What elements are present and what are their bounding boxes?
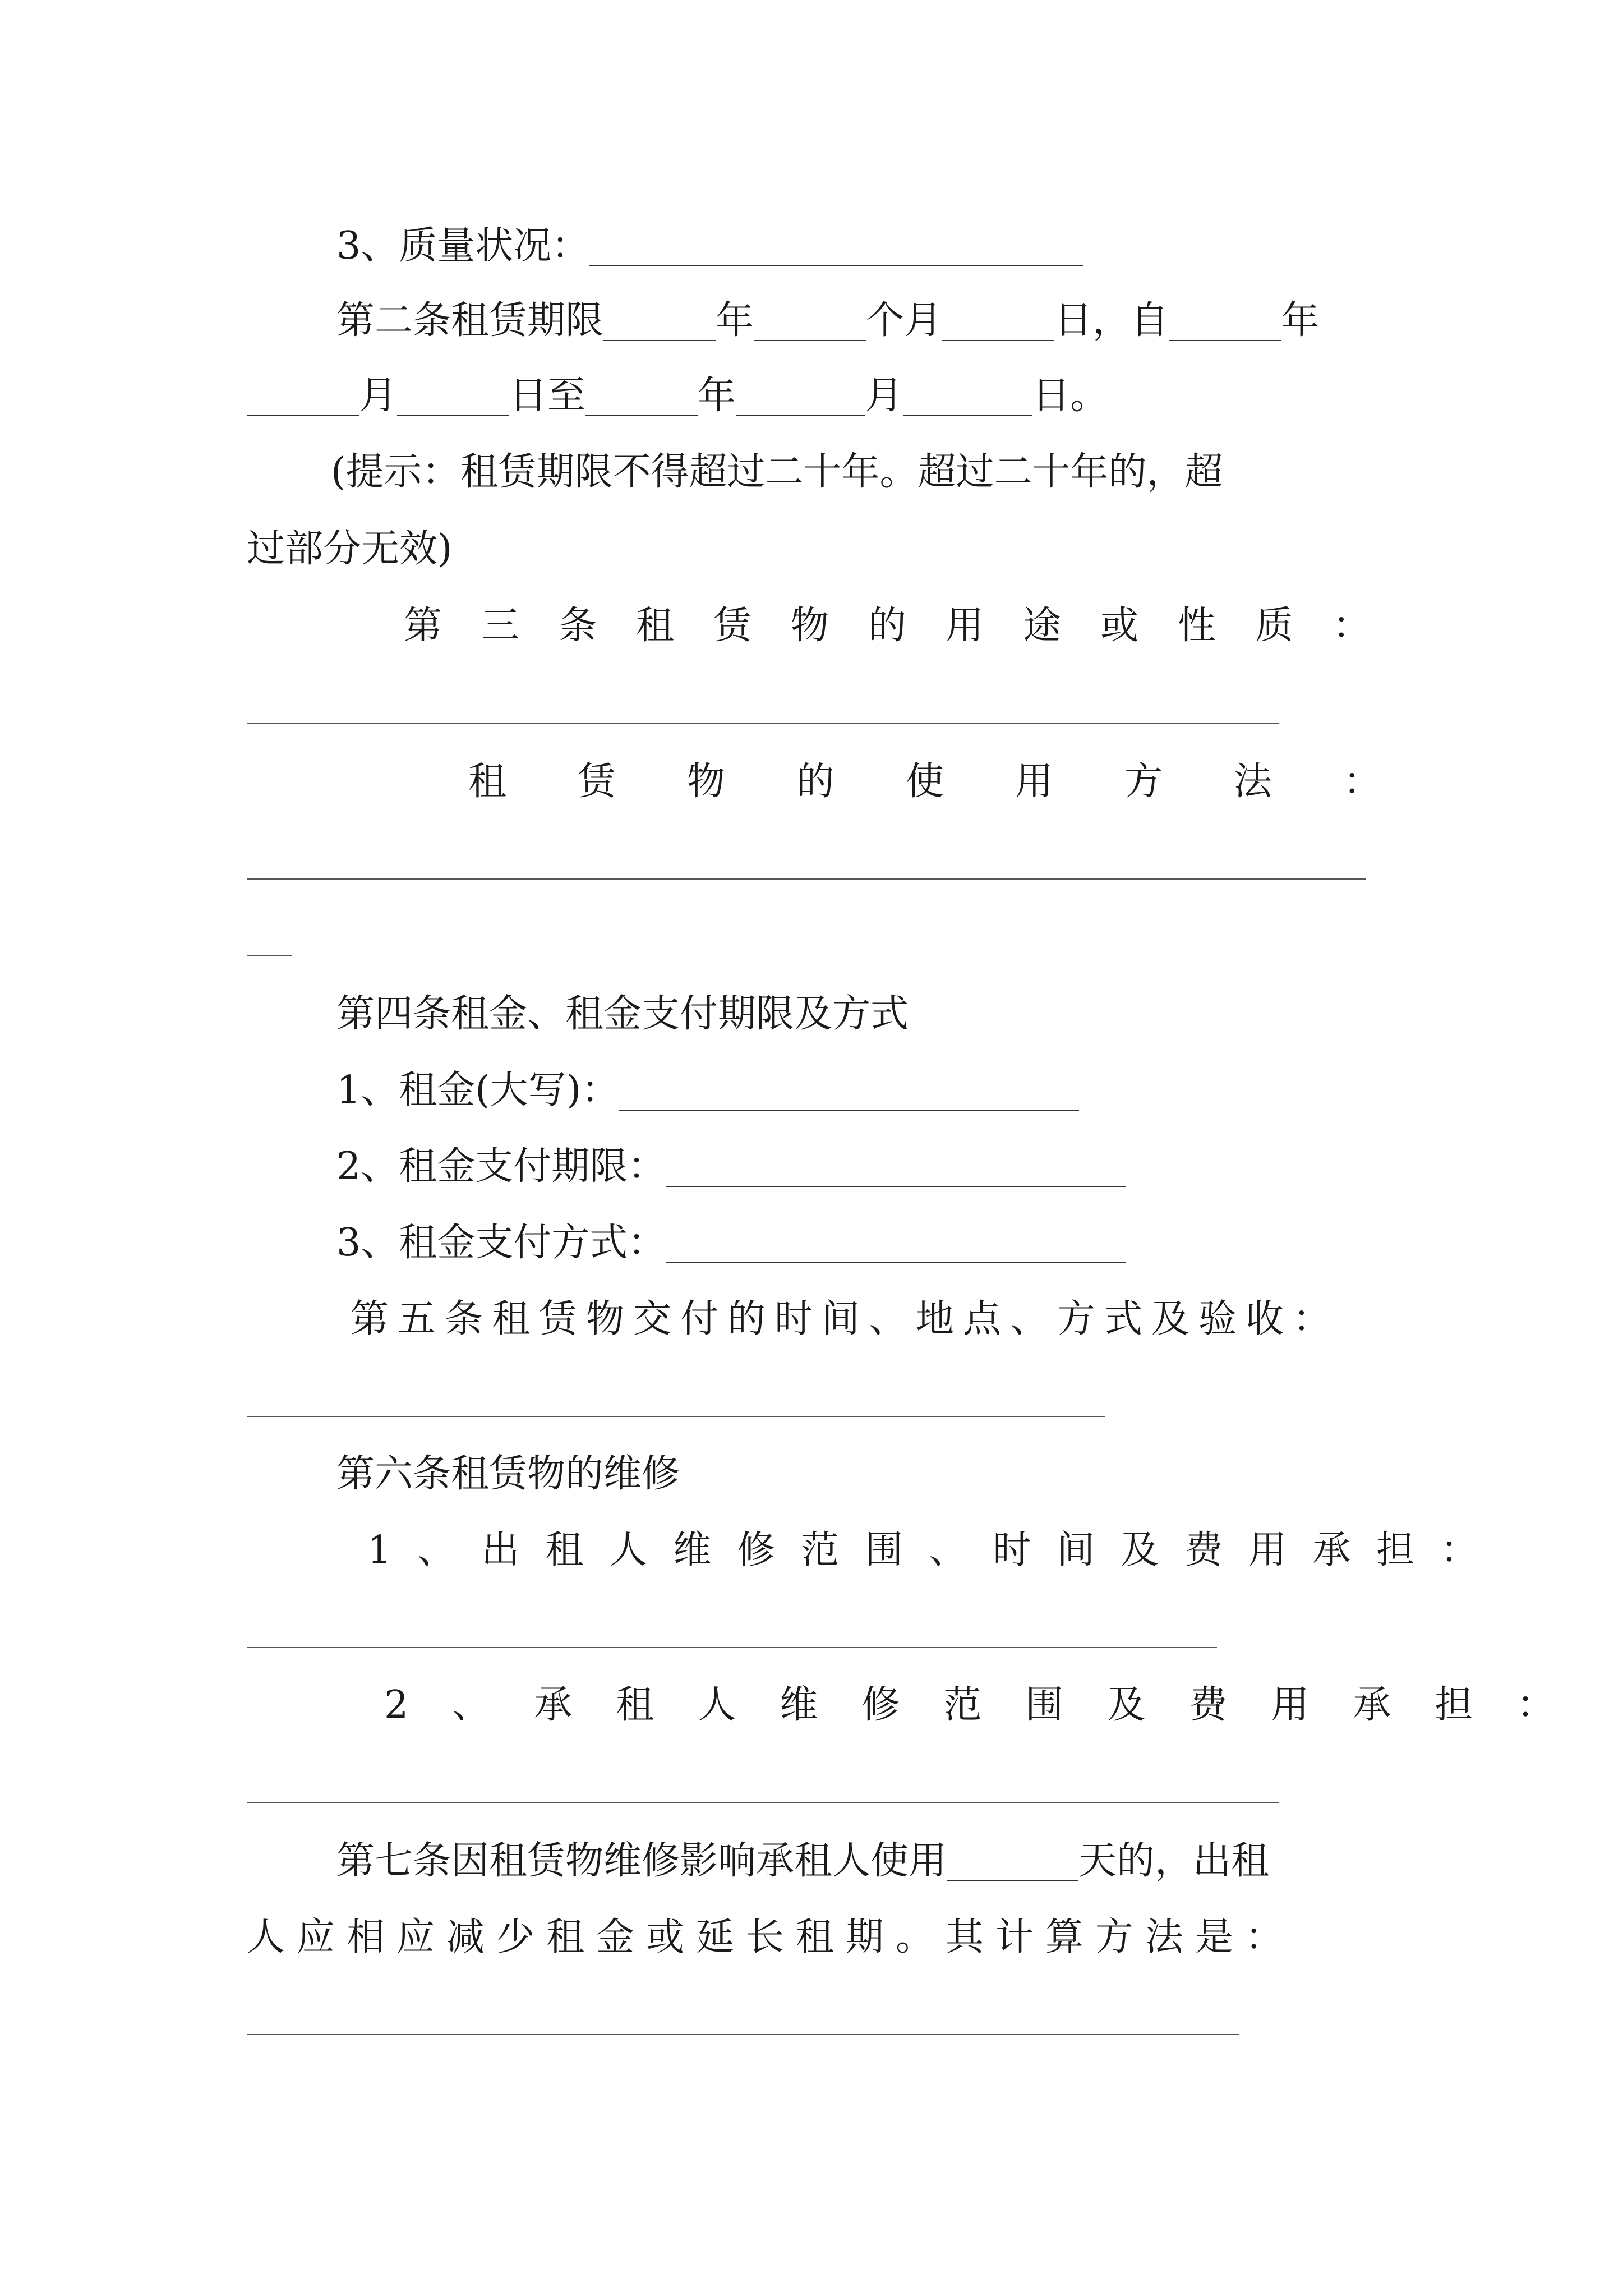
quality-status-line <box>336 224 1083 268</box>
start-year-blank[interactable] <box>1169 340 1281 341</box>
rent-payment-method-line <box>336 1221 1126 1265</box>
hint-line-1: (提示：租赁期限不得超过二十年。超过二十年的，超 <box>331 450 1223 494</box>
year-text: 年 <box>698 374 736 418</box>
article6-heading: 第六条租赁物的维修 <box>336 1452 680 1496</box>
article4-heading: 第四条租金、租金支付期限及方式 <box>336 992 909 1036</box>
lessor-repair-heading: 1、出租人维修范围、时间及费用承担： <box>367 1528 1505 1572</box>
month-text: 月 <box>359 374 398 418</box>
term-years-blank[interactable] <box>603 340 716 341</box>
rent-amount-label: 1、租金(大写)： <box>336 1068 620 1112</box>
lessee-repair-heading: 2、承租人维修范围及费用承担： <box>384 1683 1599 1727</box>
delivery-blank-line[interactable] <box>247 1416 1105 1417</box>
usage-method-heading: 租赁物的使用方法： <box>468 760 1453 804</box>
day-to-text: 日至 <box>509 374 586 418</box>
article7-text: 第七条因租赁物维修影响承租人使用 <box>336 1839 947 1883</box>
hint-line-2: 过部分无效) <box>247 527 453 571</box>
article7-line <box>336 1839 1270 1883</box>
start-month-blank[interactable] <box>247 415 359 416</box>
article3-usage-text: 第三条租赁物的用途或性质： <box>404 604 1410 648</box>
lessee-repair-blank-line[interactable] <box>247 1802 1279 1803</box>
lease-term-label: 第二条租赁期限 <box>336 298 604 343</box>
month-text: 月 <box>865 374 903 418</box>
usage-method-blank-line-end[interactable] <box>247 955 292 956</box>
rent-amount-line <box>336 1068 1079 1112</box>
rent-amount-blank[interactable] <box>619 1110 1079 1111</box>
quality-status-label: 3、质量状况： <box>336 224 590 268</box>
term-days-blank[interactable] <box>942 340 1054 341</box>
article5-heading: 第五条租赁物交付的时间、地点、方式及验收： <box>351 1297 1340 1341</box>
article7-text-end: 天的，出租 <box>1078 1839 1270 1883</box>
rent-payment-term-blank[interactable] <box>666 1186 1126 1187</box>
start-day-blank[interactable] <box>397 415 509 416</box>
quality-status-blank[interactable] <box>589 265 1083 266</box>
end-month-blank[interactable] <box>736 415 865 416</box>
rent-payment-term-label: 2、租金支付期限： <box>336 1144 666 1189</box>
day-from-text: 日，自 <box>1054 298 1169 343</box>
rent-payment-term-line <box>336 1144 1126 1189</box>
repair-days-blank[interactable] <box>947 1880 1078 1881</box>
rent-payment-method-label: 3、租金支付方式： <box>336 1221 666 1265</box>
rent-payment-method-blank[interactable] <box>666 1262 1126 1263</box>
article3-usage-heading <box>404 604 1410 648</box>
term-months-blank[interactable] <box>754 340 866 341</box>
year-text: 年 <box>716 298 754 343</box>
lease-term-line <box>336 298 1320 343</box>
day-text: 日。 <box>1032 374 1109 418</box>
rent-reduction-line: 人应相应减少租金或延长租期。其计算方法是： <box>247 1915 1295 1959</box>
usage-method-blank-line[interactable] <box>247 878 1366 880</box>
end-day-blank[interactable] <box>903 415 1032 416</box>
usage-blank-line[interactable] <box>247 723 1279 724</box>
month-text: 个月 <box>866 298 943 343</box>
lessor-repair-blank-line[interactable] <box>247 1647 1217 1648</box>
year-text: 年 <box>1281 298 1320 343</box>
end-year-blank[interactable] <box>585 415 698 416</box>
lease-date-line <box>247 374 1109 418</box>
calculation-blank-line[interactable] <box>247 2034 1239 2035</box>
